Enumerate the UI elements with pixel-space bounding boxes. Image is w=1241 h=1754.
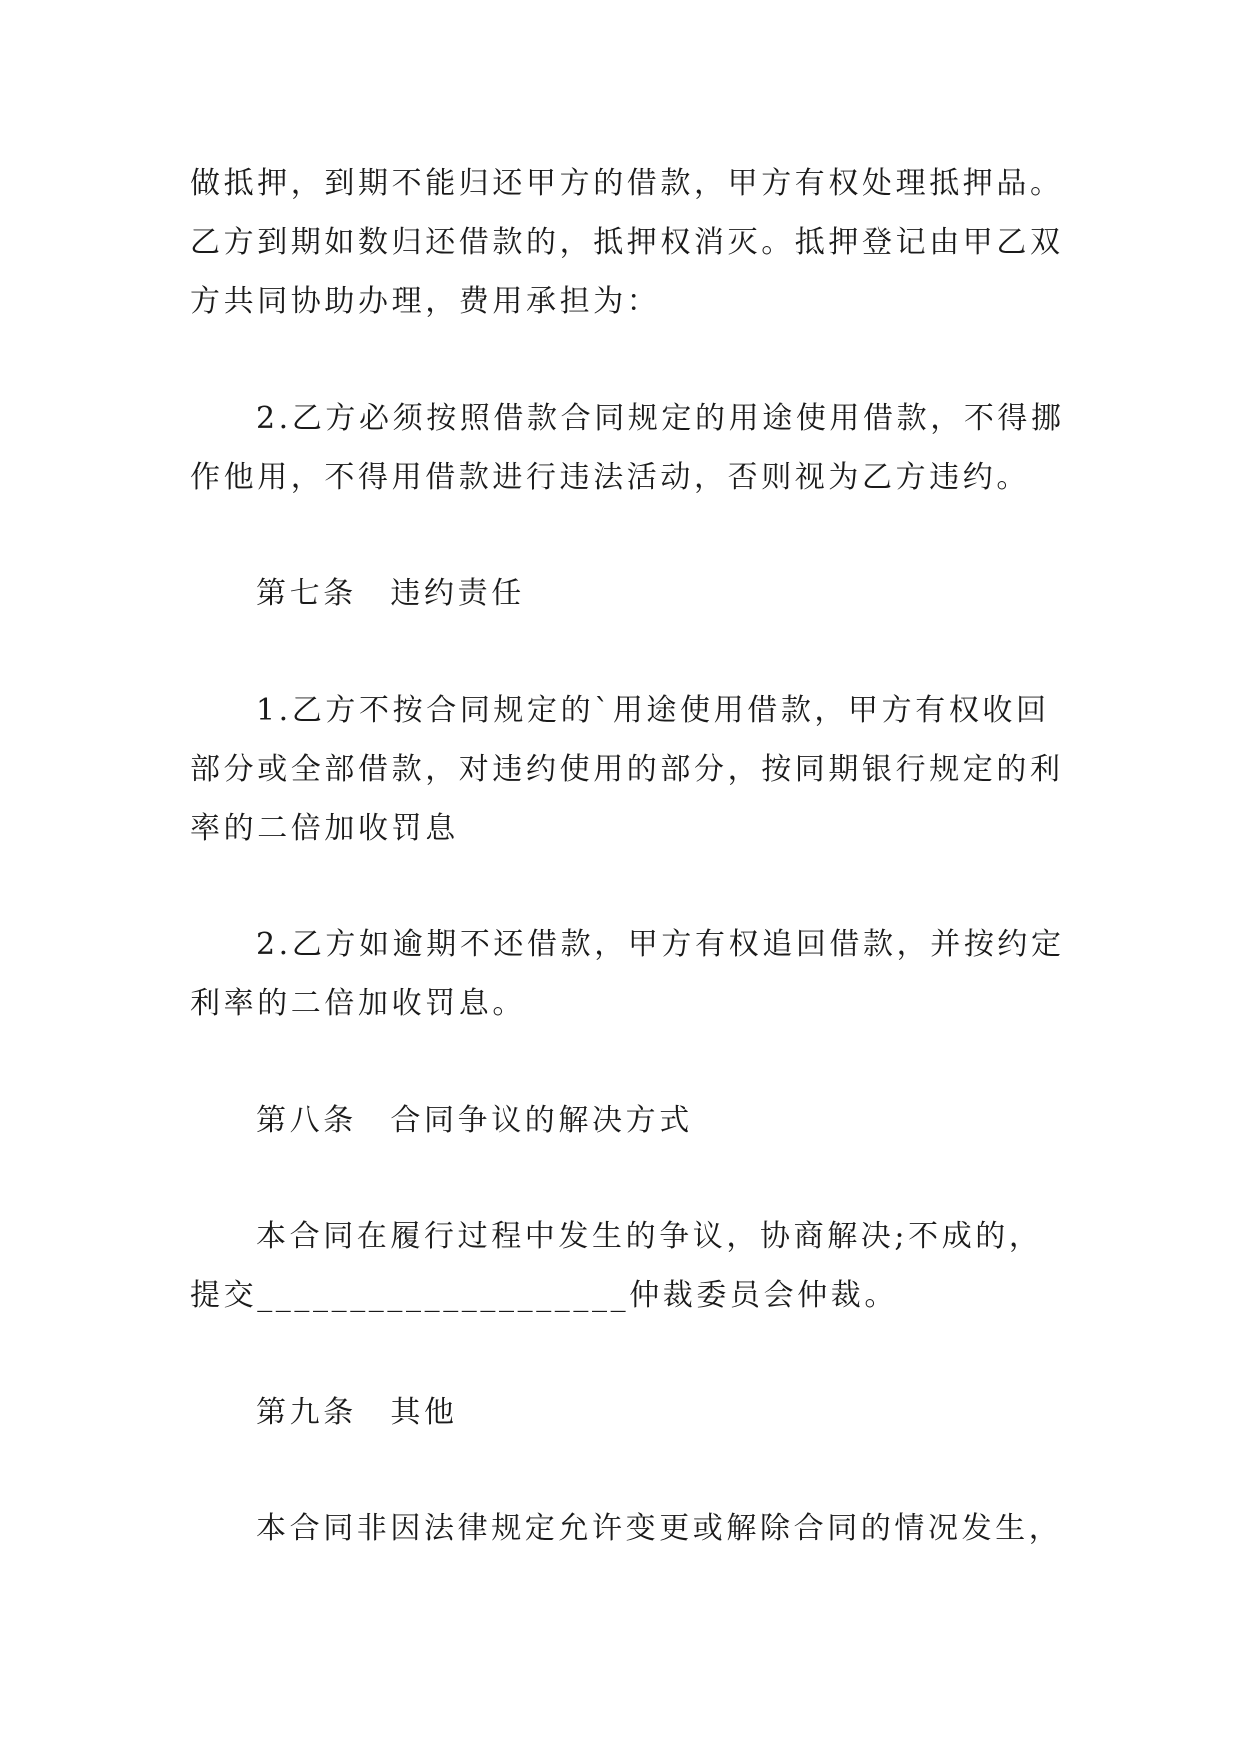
paragraph-line: 乙方到期如数归还借款的，抵押权消灭。抵押登记由甲乙双 bbox=[190, 225, 1064, 260]
paragraph-line: 利率的二倍加收罚息。 bbox=[190, 986, 526, 1021]
paragraph-line: 做抵押，到期不能归还甲方的借款，甲方有权处理抵押品。 bbox=[190, 166, 1064, 201]
paragraph-line: 提交____________________仲裁委员会仲裁。 bbox=[190, 1278, 898, 1313]
paragraph-line: 2.乙方必须按照借款合同规定的用途使用借款，不得挪 bbox=[256, 401, 1065, 436]
paragraph-line: 1.乙方不按合同规定的`用途使用借款，甲方有权收回 bbox=[256, 693, 1050, 728]
section-heading: 第八条 合同争议的解决方式 bbox=[256, 1103, 693, 1138]
section-heading: 第七条 违约责任 bbox=[256, 576, 525, 611]
section-heading: 第九条 其他 bbox=[256, 1395, 458, 1430]
paragraph-line: 2.乙方如逾期不还借款，甲方有权追回借款，并按约定 bbox=[256, 927, 1065, 962]
paragraph-line: 部分或全部借款，对违约使用的部分，按同期银行规定的利 bbox=[190, 752, 1064, 787]
paragraph-line: 作他用，不得用借款进行违法活动，否则视为乙方违约。 bbox=[190, 460, 1030, 495]
paragraph-line: 本合同非因法律规定允许变更或解除合同的情况发生， bbox=[256, 1511, 1063, 1546]
paragraph-line: 方共同协助办理，费用承担为： bbox=[190, 284, 661, 319]
paragraph-line: 率的二倍加收罚息 bbox=[190, 811, 459, 846]
paragraph-line: 本合同在履行过程中发生的争议，协商解决;不成的， bbox=[256, 1219, 1043, 1254]
